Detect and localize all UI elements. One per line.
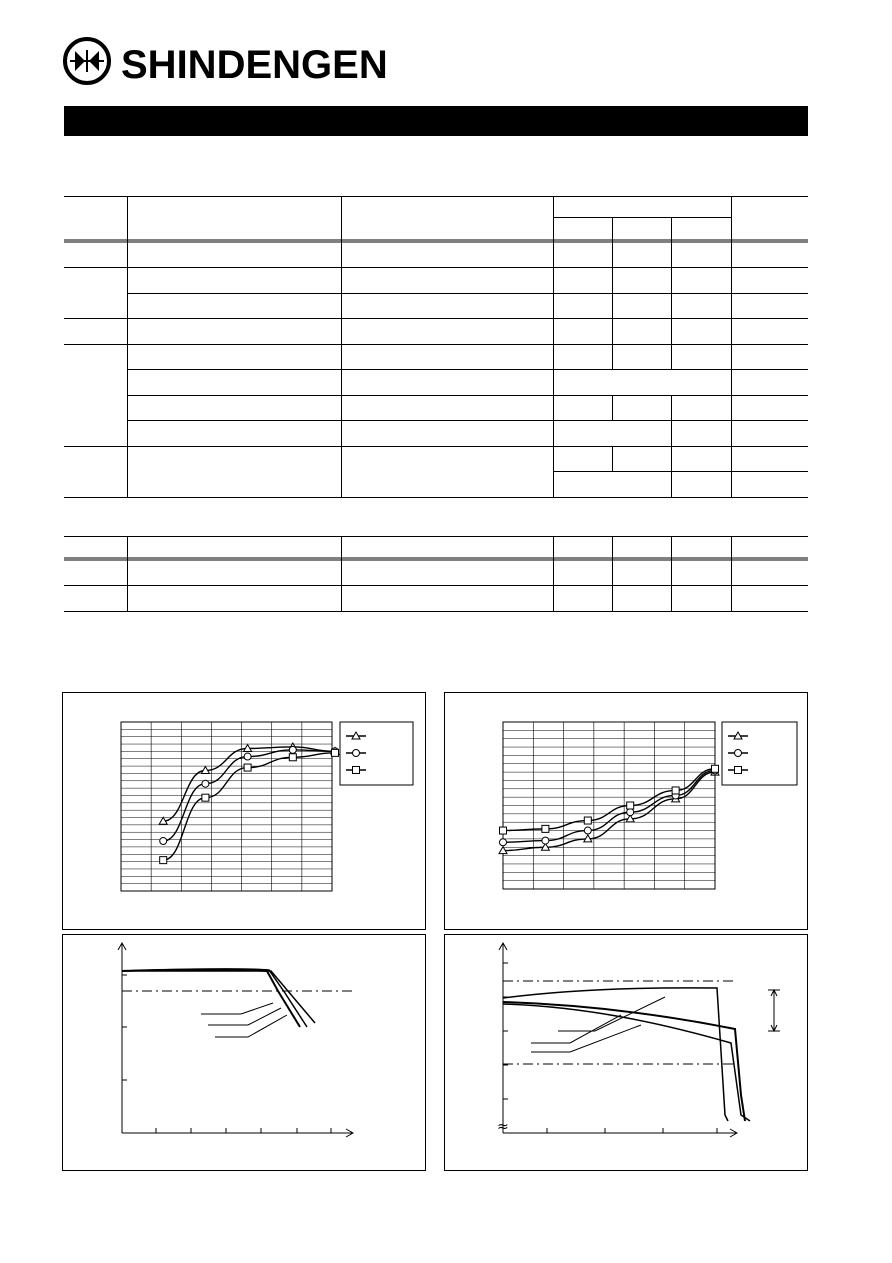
data-point-square (500, 827, 507, 834)
legend-marker-circle (353, 750, 360, 757)
curve-2 (122, 969, 307, 1027)
brand-name: SHINDENGEN (121, 43, 388, 87)
ratings-table (64, 196, 808, 498)
series-line-circle (503, 770, 715, 842)
axis-break-symbol: ≈ (497, 1119, 509, 1135)
data-point-circle (584, 827, 591, 834)
leader-2 (208, 1008, 281, 1025)
data-point-square (542, 825, 549, 832)
data-point-square (627, 802, 634, 809)
curve-2 (503, 1002, 745, 1121)
leader-2 (531, 1015, 621, 1043)
chart-panel-top-right (444, 692, 808, 930)
data-point-circle (500, 839, 507, 846)
curve-1 (503, 988, 728, 1121)
data-point-circle (542, 837, 549, 844)
data-point-circle (289, 746, 296, 753)
data-point-circle (202, 780, 209, 787)
chart-panel-bottom-left (62, 934, 426, 1171)
data-point-circle (244, 753, 251, 760)
chart-top-right (445, 693, 807, 929)
title-bar (64, 106, 808, 136)
chart-panel-top-left (62, 692, 426, 930)
data-point-square (289, 754, 296, 761)
data-point-square (202, 794, 209, 801)
leader-3 (531, 1025, 641, 1052)
data-point-square (712, 765, 719, 772)
chart-top-left (63, 693, 425, 929)
chart-panel-bottom-right (444, 934, 808, 1171)
data-point-square (584, 817, 591, 824)
data-point-square (244, 764, 251, 771)
data-point-square (672, 787, 679, 794)
data-point-circle (627, 809, 634, 816)
legend-marker-circle (735, 750, 742, 757)
legend-marker-square (735, 767, 742, 774)
characteristics-table (64, 536, 808, 614)
legend-marker-square (353, 767, 360, 774)
data-point-circle (160, 838, 167, 845)
brand-logo (63, 35, 403, 87)
curve-3 (503, 1004, 750, 1121)
data-point-square (160, 857, 167, 864)
chart-bottom-left (63, 935, 425, 1170)
chart-bottom-right (445, 935, 807, 1170)
leader-3 (215, 1015, 287, 1037)
leader-1 (201, 1003, 273, 1014)
curve-1 (122, 970, 300, 1028)
data-point-square (332, 749, 339, 756)
